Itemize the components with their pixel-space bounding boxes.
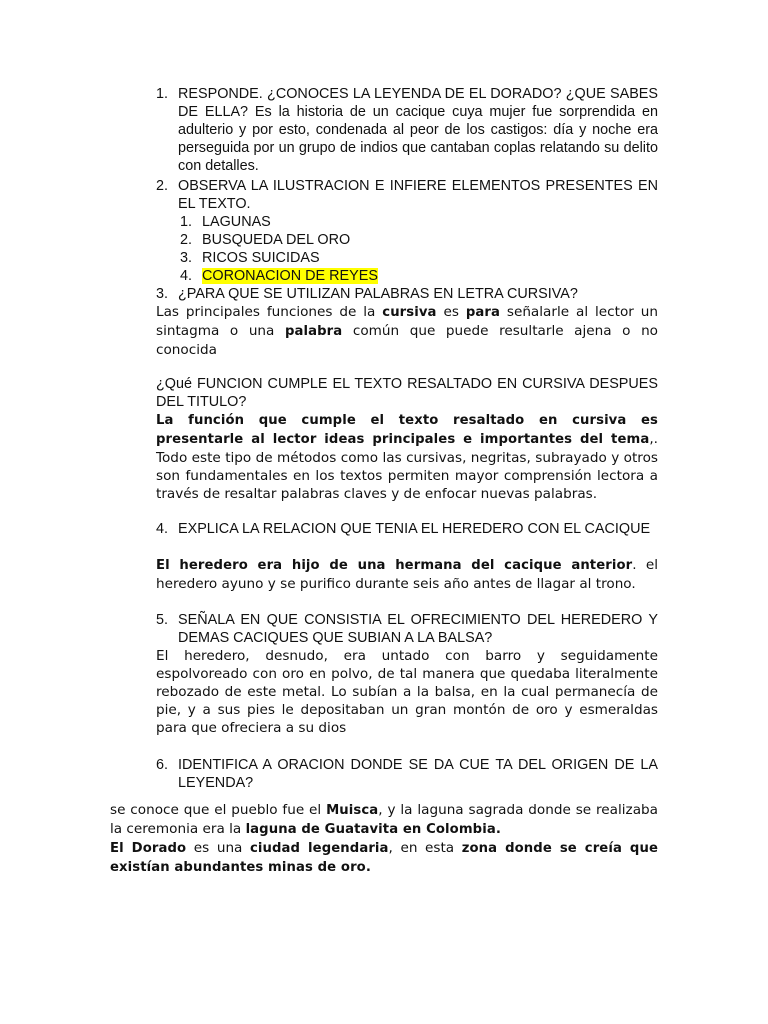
- question-1: [156, 85, 658, 175]
- question-number: 2.: [156, 178, 169, 194]
- answer-5: El heredero, desnudo, era untado con barro y seguidamente espolvoreado con oro en polvo, de tal manera que quedaba literalmente rebozado de este metal. Lo subían a la balsa, en la cual permanecía de pie, y a sus pies le depositaban un gran montón de oro y esmeraldas para que ofreciera a su dios: [156, 648, 658, 736]
- question-3-text: ¿PARA QUE SE UTILIZAN PALABRAS EN LETRA CURSIVA?: [178, 286, 578, 302]
- question-5: [156, 611, 658, 647]
- answer-4: El heredero era hijo de una hermana del cacique anterior. el heredero ayuno y se purifico durante seis año antes de llagar al trono.: [156, 557, 658, 592]
- list-item-label: RICOS SUICIDAS: [202, 250, 320, 266]
- question-number: 5.: [156, 612, 169, 628]
- question-2: [156, 177, 658, 213]
- question-number: 4.: [156, 521, 169, 537]
- question-6-text: IDENTIFICA A ORACION DONDE SE DA CUE TA DEL ORIGEN DE LA LEYENDA?: [178, 757, 658, 791]
- question-1-text: RESPONDE. ¿CONOCES LA LEYENDA DE EL DORADO? ¿QUE SABES DE ELLA? Es la historia de un cacique cuya mujer fue sorprendida en adulterio y por esto, condenada al peor de los castigos: día y noche era perseguida por un grupo de indios que cantaban coplas relatando su delito con detalles.: [178, 86, 658, 174]
- answer-6: se conoce que el pueblo fue el Muisca, y la laguna sagrada donde se realizaba la ceremonia era la laguna de Guatavita en Colombia. El Dorado es una ciudad legendaria, en esta zona donde se creía que existían abundantes minas de oro.: [110, 802, 658, 875]
- question-6: [156, 756, 658, 792]
- question-number: 6.: [156, 757, 169, 773]
- question-4-text: EXPLICA LA RELACION QUE TENIA EL HEREDERO CON EL CACIQUE: [178, 521, 651, 537]
- question-3: [156, 285, 658, 303]
- question-number: 3.: [156, 286, 169, 302]
- list-item-label: LAGUNAS: [202, 214, 271, 230]
- list-item-label: BUSQUEDA DEL ORO: [202, 232, 351, 248]
- question-5-text: SEÑALA EN QUE CONSISTIA EL OFRECIMIENTO DEL HEREDERO Y DEMAS CACIQUES QUE SUBIAN A LA BALSA?: [178, 612, 658, 646]
- list-item: 3. RICOS SUICIDAS: [180, 250, 320, 266]
- list-item: 1. LAGUNAS: [180, 214, 271, 230]
- answer-3: Las principales funciones de la cursiva es para señalarle al lector un sintagma o una palabra común que puede resultarle ajena o no conocida: [156, 304, 658, 358]
- question-function-text: ¿Qué FUNCION CUMPLE EL TEXTO RESALTADO EN CURSIVA DESPUES DEL TITULO?: [156, 376, 658, 410]
- list-item: 2. BUSQUEDA DEL ORO: [180, 232, 351, 248]
- answer-function: La función que cumple el texto resaltado en cursiva es presentarle al lector ideas principales e importantes del tema,. Todo este tipo de métodos como las cursivas, negritas, subrayado y otros son fundamentales en los textos permiten mayor comprensión lectora a través de resaltar palabras claves y de enfocar nuevas palabras.: [156, 413, 658, 502]
- list-item: 4. CORONACION DE REYES: [180, 268, 378, 284]
- question-2-text: OBSERVA LA ILUSTRACION E INFIERE ELEMENTOS PRESENTES EN EL TEXTO.: [178, 178, 658, 212]
- highlighted-list-item-label: CORONACION DE REYES: [202, 268, 378, 284]
- question-number: 1.: [156, 86, 169, 102]
- question-4: [156, 520, 658, 538]
